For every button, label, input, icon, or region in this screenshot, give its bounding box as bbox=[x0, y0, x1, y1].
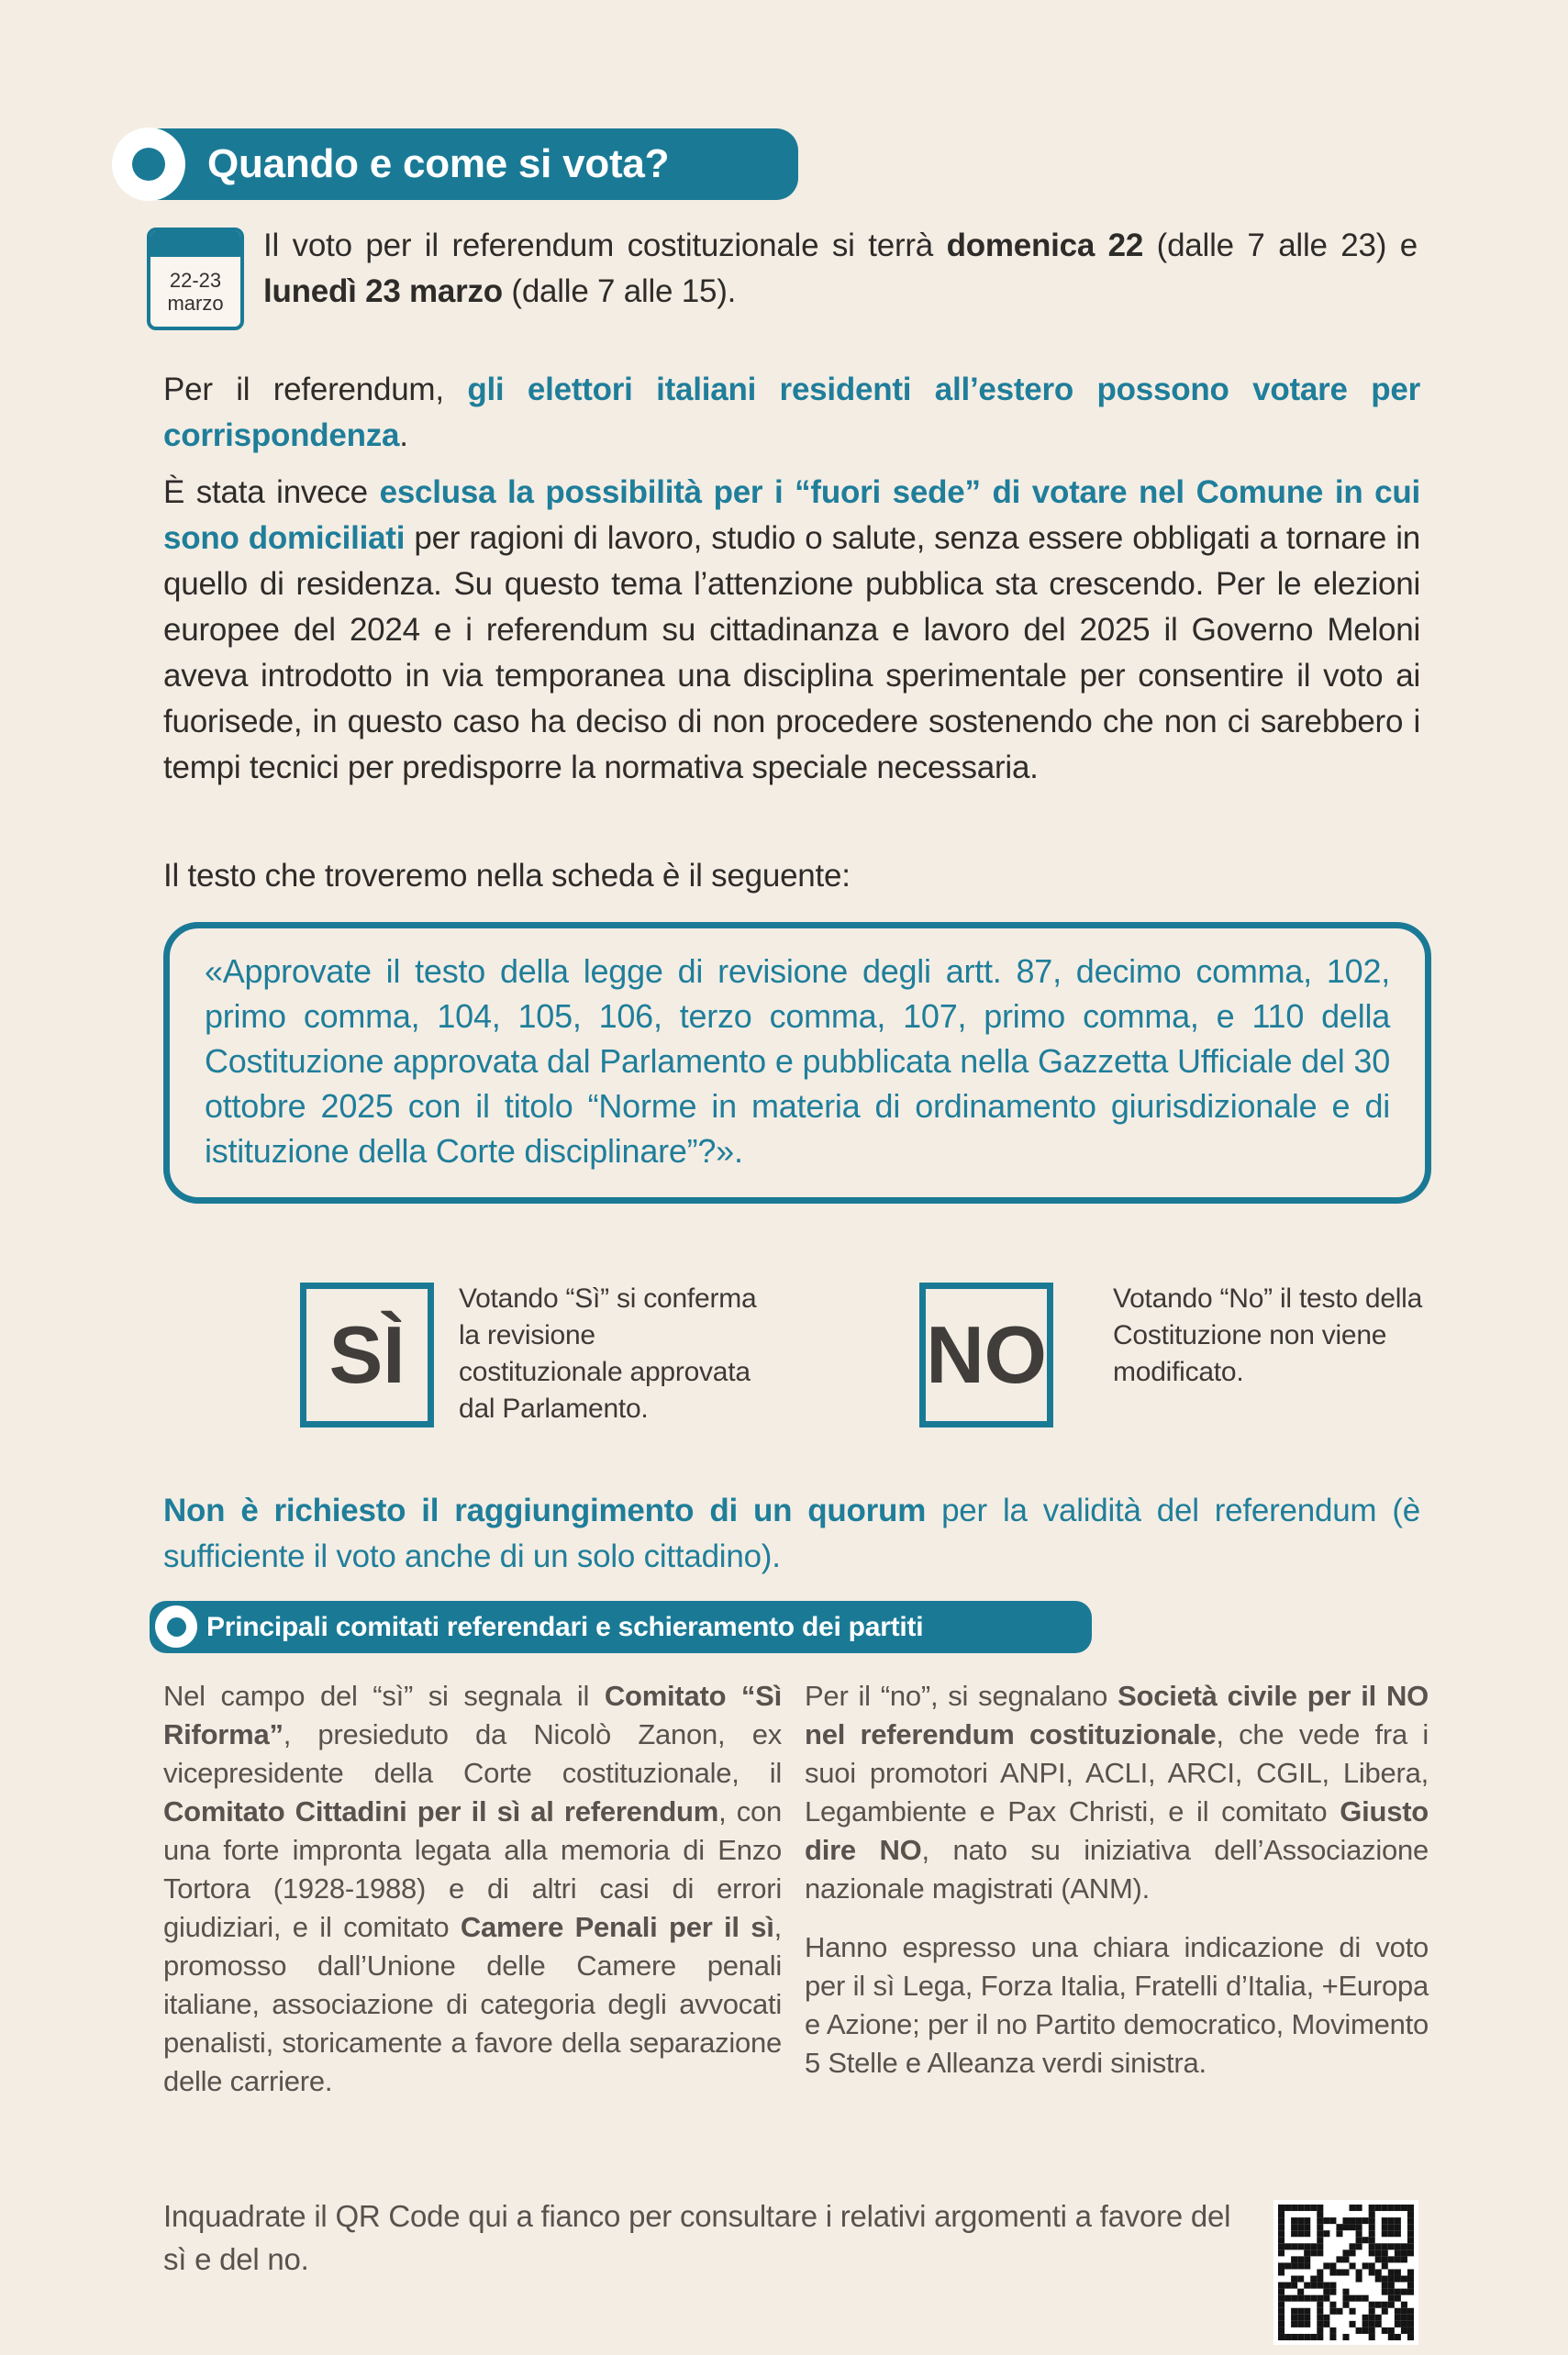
vote-desc-si: Votando “Sì” si conferma la revisione costituzionale approvata dal Parlamento. bbox=[459, 1283, 757, 1424]
calendar-dates-line1: 22-23 bbox=[169, 269, 222, 292]
committees-si-paragraph: Nel campo del “sì” si segnala il Comitato “Sì Riforma”, presieduto da Nicolò Zanon, ex vicepresidente della Corte costituzionale, il Comitato Cittadini per il sì al referendum, con una forte impronta legata alla memoria di Enzo Tortora (1928-1988) e di altri casi di errori giudiziari, e il comitato Camere Penali per il sì, promosso dall’Unione delle Camere penali italiane, associazione di categoria degli avvocati penalisti, storicamente a favore della separazione delle carriere. bbox=[163, 1680, 782, 2097]
section-vote-title: Quando e come si vota? bbox=[207, 141, 670, 186]
qr-instruction: Inquadrate il QR Code qui a fianco per consultare i relativi argomenti a favore del sì e del no. bbox=[163, 2199, 1231, 2276]
intro-paragraph: Il voto per il referendum costituzionale si terrà domenica 22 (dalle 7 alle 23) e lunedì 23 marzo (dalle 7 alle 15). bbox=[263, 228, 1418, 309]
ballot-lead: Il testo che troveremo nella scheda è il seguente: bbox=[163, 858, 851, 894]
committees-left-column bbox=[163, 1677, 782, 2101]
committees-no-paragraph: Per il “no”, si segnalano Società civile per il NO nel referendum costituzionale, che vede fra i suoi promotori ANPI, ACLI, ARCI, CGIL, Libera, Legambiente e Pax Christi, e il comitato Giusto dire NO, nato su iniziativa dell’Associazione nazionale magistrati (ANM). bbox=[805, 1680, 1429, 1905]
ballot-question-text: «Approvate il testo della legge di revisione degli artt. 87, decimo comma, 102, primo comma, 104, 105, 106, terzo comma, 107, primo comma, e 110 della Costituzione approvata dal Parlamento e pubblicata nella Gazzetta Ufficiale del 30 ottobre 2025 con il titolo “Norme in materia di ordinamento giurisdizionale e di istituzione della Corte disciplinare”?». bbox=[205, 952, 1390, 1170]
section-committees-title: Principali comitati referendari e schieramento dei partiti bbox=[206, 1611, 924, 1642]
bullet-ring-icon-small bbox=[155, 1605, 197, 1648]
section-committees-header bbox=[150, 1601, 1092, 1653]
calendar-icon-header bbox=[150, 231, 240, 257]
bullet-ring-icon bbox=[112, 128, 185, 201]
fuorisede-paragraph: È stata invece esclusa la possibilità per i “fuori sede” di votare nel Comune in cui sono domiciliati per ragioni di lavoro, studio o salute, senza essere obbligati a tornare in quello di residenza. Su questo tema l’attenzione pubblica sta crescendo. Per le elezioni europee del 2024 e i referendum su cittadinanza e lavoro del 2025 il Governo Meloni aveva introdotto in via temporanea una disciplina sperimentale per consentire il voto ai fuorisede, in questo caso ha deciso di non procedere sostenendo che non ci sarebbero i tempi tecnici per predisporre la normativa speciale necessaria. bbox=[163, 474, 1421, 785]
quorum-paragraph: Non è richiesto il raggiungimento di un quorum per la validità del referendum (è sufficiente il voto anche di un solo cittadino). bbox=[163, 1493, 1420, 1574]
vote-label-no: NO bbox=[926, 1309, 1047, 1400]
qr-code-pattern bbox=[1278, 2205, 1414, 2340]
calendar-dates bbox=[150, 257, 240, 327]
vote-desc-no: Votando “No” il testo della Costituzione non viene modificato. bbox=[1113, 1283, 1423, 1387]
parties-paragraph: Hanno espresso una chiara indicazione di voto per il sì Lega, Forza Italia, Fratelli d’Italia, +Europa e Azione; per il no Partito democratico, Movimento 5 Stelle e Alleanza verdi sinistra. bbox=[805, 1931, 1429, 2079]
vote-box-si bbox=[300, 1283, 434, 1427]
committees-right-column bbox=[805, 1677, 1429, 2083]
section-vote-header bbox=[136, 128, 798, 200]
vote-label-si: SÌ bbox=[328, 1309, 406, 1400]
calendar-icon bbox=[147, 228, 244, 330]
ballot-question-box bbox=[163, 922, 1431, 1204]
postal-vote-paragraph: Per il referendum, gli elettori italiani residenti all’estero possono votare per corrispondenza. bbox=[163, 372, 1420, 453]
calendar-dates-line2: marzo bbox=[167, 292, 224, 315]
qr-code bbox=[1273, 2200, 1418, 2345]
vote-box-no bbox=[919, 1283, 1053, 1427]
